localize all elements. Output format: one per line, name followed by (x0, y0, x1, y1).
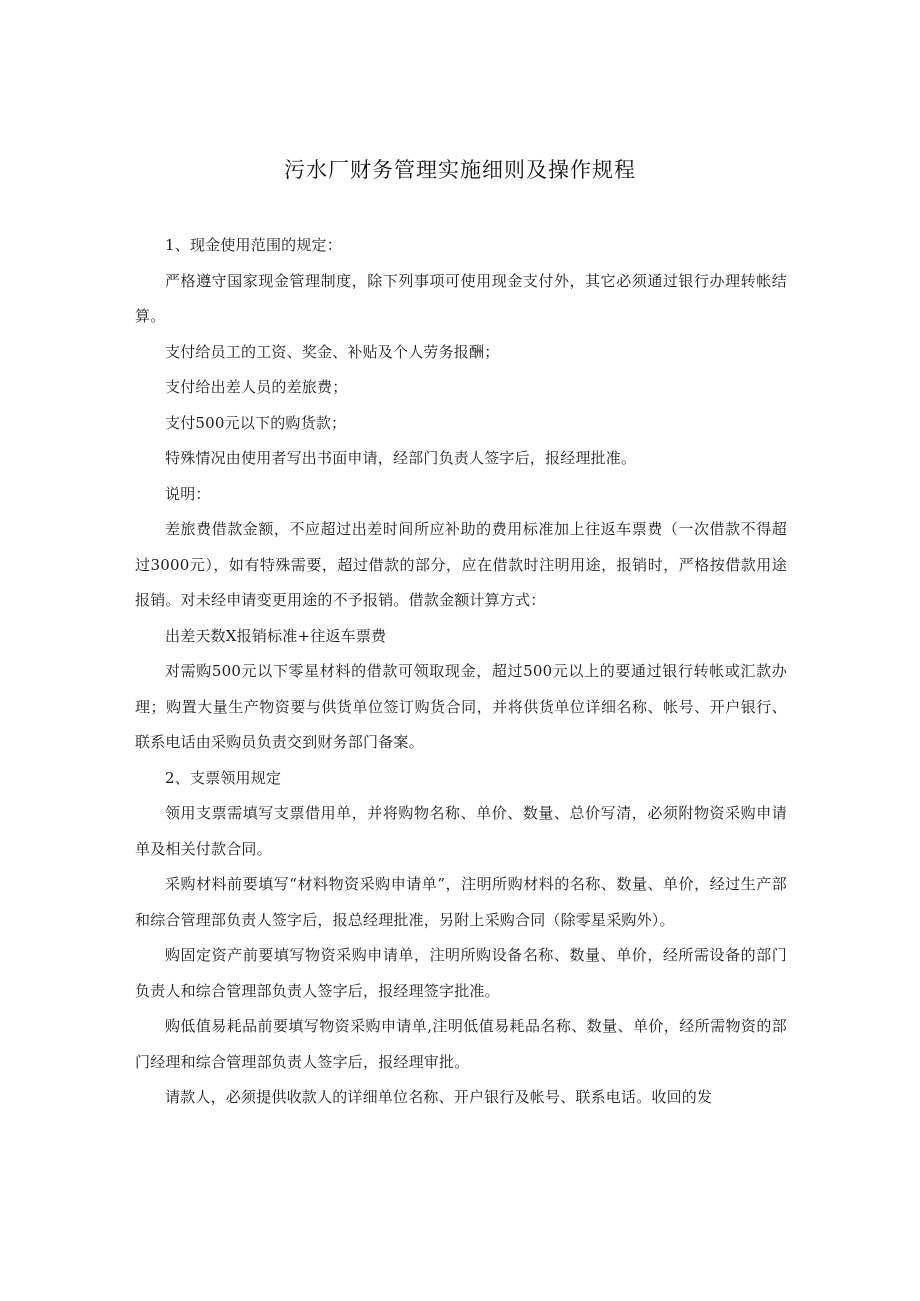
paragraph-loan-formula: 出差天数X报销标准+往返车票费 (165, 626, 387, 645)
paragraph-consumables: 购低值易耗品前要填写物资采购申请单,注明低值易耗品名称、数量、单价，经所需物资的部门经理和综合管理部负责人签字后，报经理审批。 (135, 1017, 787, 1071)
paragraph-travel: 支付给出差人员的差旅费； (165, 378, 348, 396)
paragraph-fixed-assets: 购固定资产前要填写物资采购申请单，注明所购设备名称、数量、单价，经所需设备的部门负责人和综合管理部负责人签字后，报经理签字批准。 (135, 946, 787, 1000)
paragraph-cash-rule: 严格遵守国家现金管理制度，除下列事项可使用现金支付外，其它必须通过银行办理转帐结算。 (135, 271, 787, 325)
paragraph-cash-scope-heading: 1、现金使用范围的规定： (165, 236, 342, 254)
paragraph-purchase-500: 支付500元以下的购货款； (165, 413, 347, 432)
paragraph-travel-loan: 差旅费借款金额，不应超过出差时间所应补助的费用标准加上往返车票费（一次借款不得超过3000元），如有特殊需要，超过借款的部分，应在借款时注明用途，报销时，严格按借款用途报销。对未经申请变更用途的不予报销。借款金额计算方式： (135, 520, 787, 609)
paragraph-wages: 支付给员工的工资、奖金、补贴及个人劳务报酬； (165, 342, 500, 361)
paragraph-cheque-heading: 2、支票领用规定 (165, 768, 282, 787)
document-title: 污水厂财务管理实施细则及操作规程 (284, 158, 636, 182)
paragraph-small-materials: 对需购500元以下零星材料的借款可领取现金，超过500元以上的要通过银行转帐或汇款办理；购置大量生产物资要与供货单位签订购货合同，并将供货单位详细名称、帐号、开户银行、联系电话由采购员负责交到财务部门备案。 (135, 662, 787, 751)
paragraph-special-cases: 特殊情况由使用者写出书面申请，经部门负责人签字后，报经理批准。 (165, 449, 637, 467)
paragraph-note-label: 说明： (165, 484, 211, 503)
document-body (135, 228, 787, 1116)
paragraph-material-request: 采购材料前要填写“材料物资采购申请单”，注明所购材料的名称、数量、单价，经过生产部和综合管理部负责人签字后，报总经理批准，另附上采购合同（除零星采购外）。 (135, 875, 787, 929)
paragraph-payee-info: 请款人，必须提供收款人的详细单位名称、开户银行及帐号、联系电话。收回的发 (165, 1088, 713, 1106)
paragraph-cheque-form: 领用支票需填写支票借用单，并将购物名称、单价、数量、总价写清，必须附物资采购申请单及相关付款合同。 (135, 804, 787, 858)
